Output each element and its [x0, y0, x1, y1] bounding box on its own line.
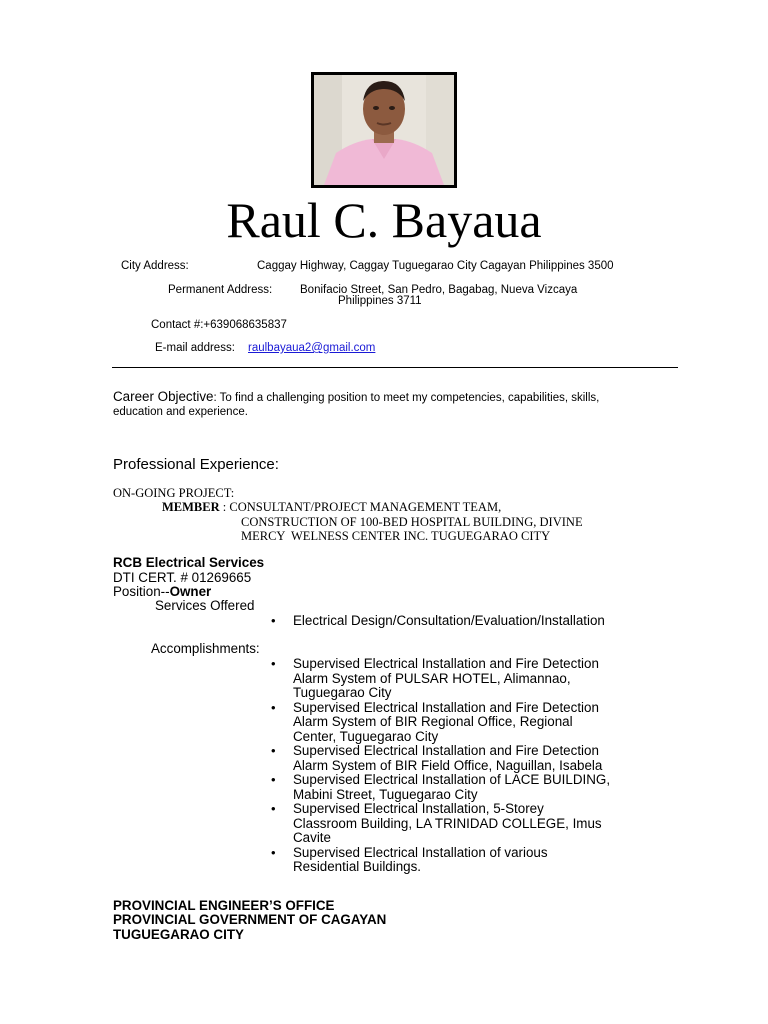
- position-value: Owner: [169, 584, 212, 599]
- accomplishments-label: Accomplishments:: [151, 641, 260, 656]
- accomplishment-line: Tuguegarao City: [293, 685, 392, 700]
- accomplishment-line: Alarm System of BIR Field Office, Naguillan, Isabela: [293, 757, 603, 773]
- accomplishment-line: Supervised Electrical Installation, 5-Storey: [293, 801, 544, 816]
- city-address-value: Caggay Highway, Caggay Tuguegarao City Cagayan Philippines 3500: [257, 260, 614, 272]
- employer-line2: PROVINCIAL GOVERNMENT OF CAGAYAN: [113, 912, 387, 927]
- member-line1: [162, 500, 501, 515]
- objective-label: Career Objective: [113, 389, 214, 404]
- list-item: [271, 613, 673, 629]
- bullet-icon: •: [271, 656, 276, 671]
- bullet-icon: •: [271, 743, 276, 758]
- dti-cert: DTI CERT. # 01269665: [113, 570, 252, 585]
- accomplishment-line: Classroom Building, LA TRINIDAD COLLEGE, Imus: [293, 815, 602, 831]
- services-label: Services Offered: [155, 598, 255, 613]
- accomplishment-line: Supervised Electrical Installation and Fire Detection: [293, 699, 599, 715]
- profile-photo: [311, 72, 457, 188]
- bullet-icon: •: [271, 844, 276, 860]
- accomplishment-line: Alarm System of PULSAR HOTEL, Alimannao,: [293, 670, 571, 686]
- list-item: [271, 743, 673, 773]
- member-label: MEMBER: [162, 500, 220, 514]
- member-role: : CONSULTANT/PROJECT MANAGEMENT TEAM,: [219, 500, 502, 514]
- objective-text-line1: : To find a challenging position to meet my competencies, capabilities, skills,: [213, 392, 600, 404]
- portrait-image: [314, 75, 454, 185]
- accomplishment-line: Alarm System of BIR Regional Office, Regional: [293, 714, 573, 729]
- city-address-label: City Address:: [121, 260, 189, 272]
- email-label: E-mail address:: [155, 342, 235, 354]
- ongoing-project-label: ON-GOING PROJECT:: [113, 486, 235, 500]
- bullet-icon: •: [271, 699, 276, 715]
- employer-line1: PROVINCIAL ENGINEER’S OFFICE: [113, 898, 335, 913]
- accomplishment-line: Mabini Street, Tuguegarao City: [293, 786, 478, 802]
- list-item: [271, 772, 673, 802]
- list-item: [271, 801, 673, 846]
- list-item: [271, 699, 673, 745]
- list-item: [271, 656, 673, 701]
- member-line2: CONSTRUCTION OF 100-BED HOSPITAL BUILDING, DIVINE: [241, 515, 583, 529]
- accomplishment-line: Residential Buildings.: [293, 859, 422, 874]
- permanent-address-line2: Philippines 3711: [338, 295, 422, 307]
- list-item: [271, 844, 673, 875]
- experience-heading: Professional Experience:: [113, 456, 279, 473]
- bullet-icon: •: [271, 772, 276, 787]
- applicant-name: Raul C. Bayaua: [226, 192, 542, 248]
- accomplishment-line: Supervised Electrical Installation of LACE BUILDING,: [293, 772, 611, 787]
- email-link[interactable]: raulbayaua2@gmail.com: [248, 342, 376, 354]
- employer-line3: TUGUEGARAO CITY: [113, 927, 244, 942]
- career-objective: [113, 390, 673, 419]
- permanent-address-line1: Bonifacio Street, San Pedro, Bagabag, Nueva Vizcaya: [300, 284, 578, 296]
- accomplishment-line: Cavite: [293, 830, 331, 845]
- bullet-icon: •: [271, 613, 276, 628]
- accomplishments-list: [271, 656, 673, 875]
- header-divider: [112, 367, 678, 368]
- permanent-address-label: Permanent Address:: [168, 284, 273, 296]
- accomplishment-line: Supervised Electrical Installation and Fire Detection: [293, 656, 599, 671]
- member-line3: MERCY WELNESS CENTER INC. TUGUEGARAO CITY: [241, 529, 551, 543]
- company-name: RCB Electrical Services: [113, 555, 265, 570]
- contact-number: Contact #:+639068635837: [151, 319, 287, 331]
- accomplishment-line: Center, Tuguegarao City: [293, 728, 439, 744]
- bullet-icon: •: [271, 801, 276, 816]
- objective-text-line2: education and experience.: [113, 406, 248, 418]
- accomplishment-line: Supervised Electrical Installation and Fire Detection: [293, 743, 599, 758]
- services-list: [271, 613, 673, 629]
- service-item: Electrical Design/Consultation/Evaluation/Installation: [293, 613, 605, 628]
- position-label: Position--: [113, 584, 170, 599]
- accomplishment-line: Supervised Electrical Installation of various: [293, 844, 548, 860]
